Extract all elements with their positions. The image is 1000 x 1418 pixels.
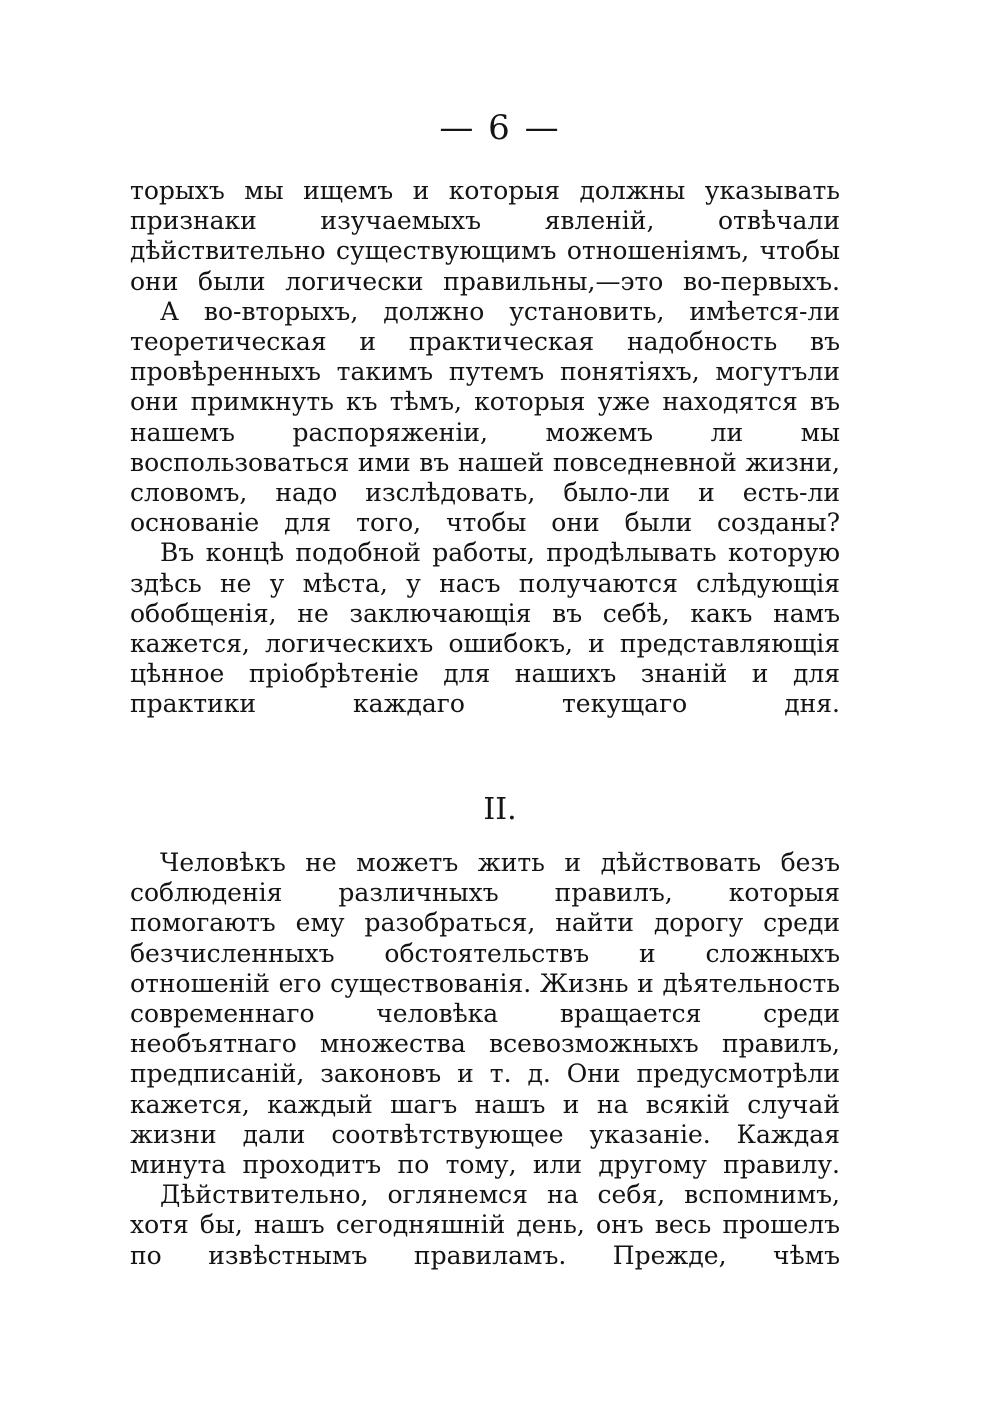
paragraph-5: Дѣйствительно, оглянемся на себя, вспомнимъ, хотя бы, нашъ сегодняшній день, онъ весь прошелъ по извѣстнымъ правиламъ. Прежде, чѣмъ (130, 1180, 840, 1270)
paragraph-2: А во-вторыхъ, должно установить, имѣется-ли теоретическая и практическая надобность въ провѣренныхъ такимъ путемъ понятіяхъ, могутъли они примкнуть къ тѣмъ, которыя уже находятся въ нашемъ распоряженіи, можемъ ли мы воспользоваться ими въ нашей повседневной жизни, словомъ, надо изслѣдовать, было-ли и есть-ли основаніе для того, чтобы они были созданы? (130, 296, 840, 538)
section-heading: II. (483, 792, 517, 827)
paragraph-1: торыхъ мы ищемъ и которыя должны указывать признаки изучаемыхъ явленій, отвѣчали дѣйствительно существующимъ отношеніямъ, чтобы они были логически правильны,—это во-первыхъ. (130, 176, 840, 296)
paragraph-4: Человѣкъ не можетъ жить и дѣйствовать безъ соблюденія различныхъ правилъ, которыя помогаютъ ему разобраться, найти дорогу среди безчисленныхъ обстоятельствъ и сложныхъ отношеній его существованія. Жизнь и дѣятельность современнаго человѣка вращается среди необъятнаго множества всевозможныхъ правилъ, предписаній, законовъ и т. д. Они предусмотрѣли кажется, каждый шагъ нашъ и на всякій случай жизни дали соотвѣтствующее указаніе. Каждая минута проходитъ по тому, или другому правилу. (130, 848, 840, 1180)
page-number: — 6 — (439, 108, 561, 148)
text-block-bottom (130, 848, 840, 1271)
paragraph-3: Въ концѣ подобной работы, продѣлывать которую здѣсь не у мѣста, у насъ получаются слѣдующія обобщенія, не заключающія въ себѣ, какъ намъ кажется, логическихъ ошибокъ, и представляющія цѣнное пріобрѣтеніе для нашихъ знаній и для практики каждаго текущаго дня. (130, 538, 840, 719)
text-block-top (130, 176, 840, 720)
